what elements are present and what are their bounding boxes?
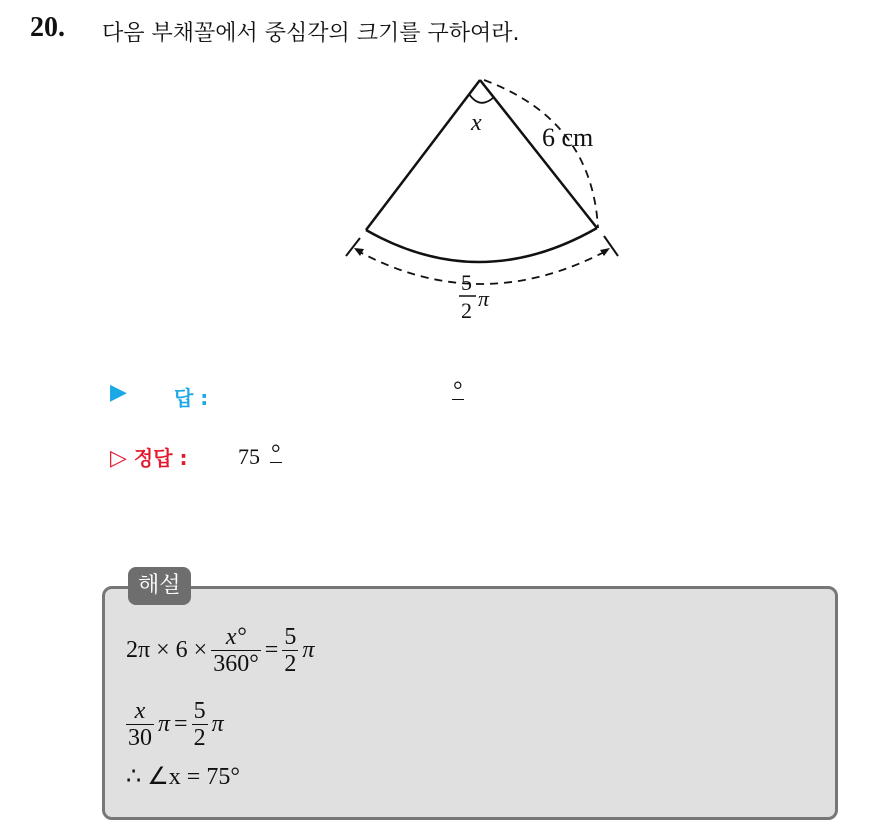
outline-triangle-icon: ▷: [110, 446, 127, 471]
solution-line-1-rhs-den: 2: [284, 651, 297, 677]
arc-label-pi: π: [478, 286, 490, 311]
arc-label-numerator: 5: [461, 270, 472, 295]
solution-line-1-fraction: [211, 624, 261, 677]
sector-arc: [366, 228, 597, 262]
answer-row: [110, 380, 127, 405]
solution-line-1-frac-den: 360°: [213, 651, 259, 677]
play-triangle-icon: ▶: [110, 380, 127, 405]
answer-blank[interactable]: [452, 378, 464, 405]
angle-label: x: [471, 110, 482, 136]
sector-radius-left: [366, 80, 480, 230]
question-number: 20.: [30, 12, 65, 43]
angle-mark: [469, 94, 494, 103]
radius-label: 6 cm: [542, 123, 594, 152]
correct-answer-value: 75: [238, 444, 260, 469]
solution-line-2-rhs-num: 5: [193, 698, 206, 724]
correct-answer-degree: °: [271, 441, 281, 467]
solution-line-2-frac-den: 30: [128, 725, 152, 751]
arc-label-denominator: 2: [461, 298, 472, 323]
solution-tag: 해설: [128, 567, 191, 605]
solution-line-1-pi: π: [302, 637, 315, 663]
solution-line-3: ∴ ∠x = 75°: [126, 764, 240, 790]
arc-dimension-dashed: [356, 250, 608, 284]
solution-line-2-rhs-fraction: [192, 698, 208, 751]
solution-line-1-rhs-fraction: [282, 624, 298, 677]
solution-line-2: [126, 698, 224, 751]
arc-arrow-right: [600, 248, 610, 256]
solution-line-2-equals: =: [174, 711, 188, 737]
answer-degree-symbol: °: [453, 378, 463, 404]
solution-line-1-frac-num: x°: [211, 624, 261, 651]
solution-line-2-fraction: [126, 698, 154, 751]
solution-line-2-pi: π: [158, 711, 171, 737]
question-text: 다음 부채꼴에서 중심각의 크기를 구하여라.: [102, 21, 520, 46]
correct-answer-row: [110, 442, 188, 471]
solution-line-2-rhs-pi: π: [211, 711, 224, 737]
sector-radius-right: [480, 80, 597, 228]
solution-line-2-frac-num: x: [126, 698, 154, 725]
arc-arrow-left: [354, 248, 364, 256]
sector-figure: [330, 70, 630, 330]
solution-line-1: [126, 624, 314, 677]
solution-line-1-equals: =: [264, 637, 279, 663]
solution-line-2-rhs-den: 2: [193, 725, 206, 751]
solution-line-1-rhs-num: 5: [284, 624, 297, 650]
correct-answer-label: 정답 :: [133, 446, 188, 470]
arc-dimension-tick-left: [346, 238, 360, 256]
solution-line-1-lhs: 2π × 6 ×: [126, 637, 208, 663]
answer-label: 답 :: [174, 386, 209, 410]
